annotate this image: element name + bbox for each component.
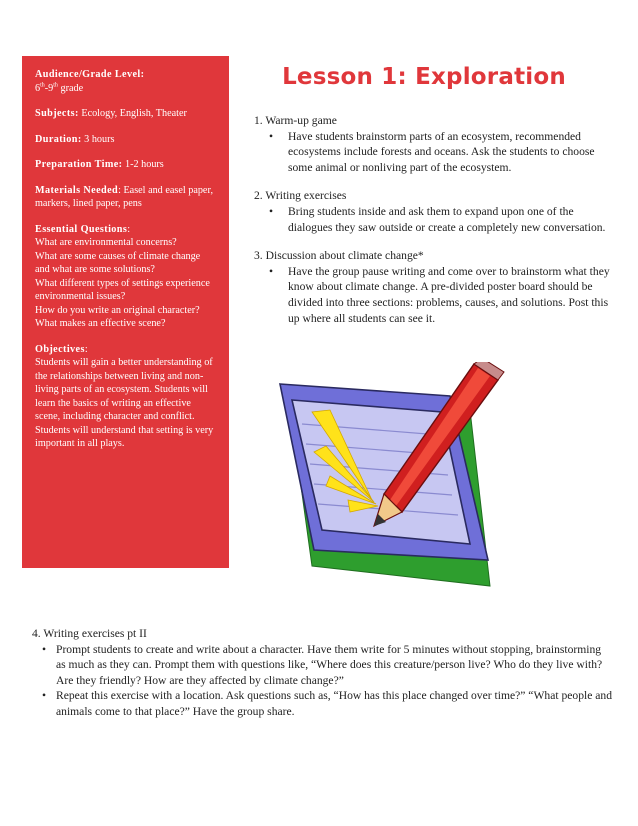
duration-value: 3 hours <box>81 133 115 145</box>
step-3 <box>254 248 614 326</box>
audience-sup-1: th <box>40 82 45 89</box>
step-1 <box>254 113 614 175</box>
question-item: What different types of settings experience environmental issues? <box>35 277 210 302</box>
audience-start: 6 <box>35 82 41 94</box>
step-heading: 3. Discussion about climate change* <box>254 249 424 263</box>
lesson-info-sidebar <box>22 56 229 568</box>
audience-dash: -9 <box>44 82 54 94</box>
prep-value: 1-2 hours <box>122 159 164 170</box>
question-item: How do you write an original character? <box>35 304 200 316</box>
audience-block <box>35 68 215 95</box>
objectives-colon: : <box>84 343 88 355</box>
lesson-steps <box>254 113 614 339</box>
page-title: Lesson 1: Exploration <box>282 64 566 90</box>
step-heading: 1. Warm-up game <box>254 114 337 127</box>
step-bullet-text: Have students brainstorm parts of an ecosystem, recommended ecosystems include forests and oceans. Ask the students to choose some animal or nonliving part of the ecosystem. <box>288 129 595 174</box>
pencil-paper-illustration <box>274 362 536 594</box>
bullet-icon: • <box>41 689 47 703</box>
step-bullet-text: Have the group pause writing and come over to brainstorm what they know about climate change. A pre-divided poster board should be divided into three sections: problems, causes, and solutions. Post this up where all students can see it. <box>288 264 610 325</box>
audience-sup-2: th <box>53 82 58 89</box>
bullet-icon: • <box>268 264 274 278</box>
list-item <box>254 204 614 235</box>
subjects-value: Ecology, English, Theater <box>78 108 187 119</box>
questions-label: Essential Questions <box>35 223 128 235</box>
questions-colon: : <box>127 223 131 235</box>
step-heading: 2. Writing exercises <box>254 189 347 203</box>
audience-end: grade <box>57 82 84 94</box>
list-item <box>32 688 612 719</box>
writing-exercises-part-2 <box>32 626 612 720</box>
objective-item: Students will gain a better understanding of the relationships between living and non-living parts of an ecosystem. Students will learn the basics of writing an effective scene, including character and conflict. <box>35 357 213 422</box>
bullet-icon: • <box>268 204 274 218</box>
materials-block <box>35 184 215 211</box>
step-2 <box>254 188 614 235</box>
list-item <box>254 129 614 176</box>
question-item: What makes an effective scene? <box>35 318 166 329</box>
objectives-block <box>35 343 215 451</box>
list-item <box>32 642 612 689</box>
bullet-text: Repeat this exercise with a location. Ask questions such as, “How has this place changed over time?” “What people and animals come to that place?” Have the group share. <box>56 689 613 718</box>
subjects-block <box>35 107 215 121</box>
bullet-icon: • <box>268 129 274 143</box>
duration-label: Duration: <box>35 133 82 145</box>
materials-label: Materials Needed <box>35 184 119 196</box>
question-item: What are some causes of climate change and what are some solutions? <box>35 250 201 275</box>
duration-block <box>35 133 215 147</box>
audience-label: Audience/Grade Level: <box>35 69 145 80</box>
objective-item: Students will understand that setting is very important in all plays. <box>35 424 214 449</box>
question-item: What are environmental concerns? <box>35 237 177 248</box>
materials-value: : Easel and easel paper, markers, lined paper, pens <box>35 184 213 209</box>
list-item <box>254 264 614 326</box>
section-heading: 4. Writing exercises pt II <box>32 627 147 640</box>
objectives-label: Objectives <box>35 343 85 355</box>
questions-block <box>35 223 215 331</box>
step-bullet-text: Bring students inside and ask them to expand upon one of the dialogues they saw outside or create a completely new conversation. <box>288 204 606 234</box>
prep-block <box>35 158 215 172</box>
bullet-text: Prompt students to create and write about a character. Have them write for 5 minutes without stopping, brainstorming as much as they can. Prompt them with questions like, “Where does this creature/person live? Who do they live with? Are they friendly? How are they affected by climate change?” <box>56 642 603 687</box>
prep-label: Preparation Time: <box>35 159 123 170</box>
bullet-icon: • <box>41 642 47 656</box>
subjects-label: Subjects: <box>35 108 79 119</box>
